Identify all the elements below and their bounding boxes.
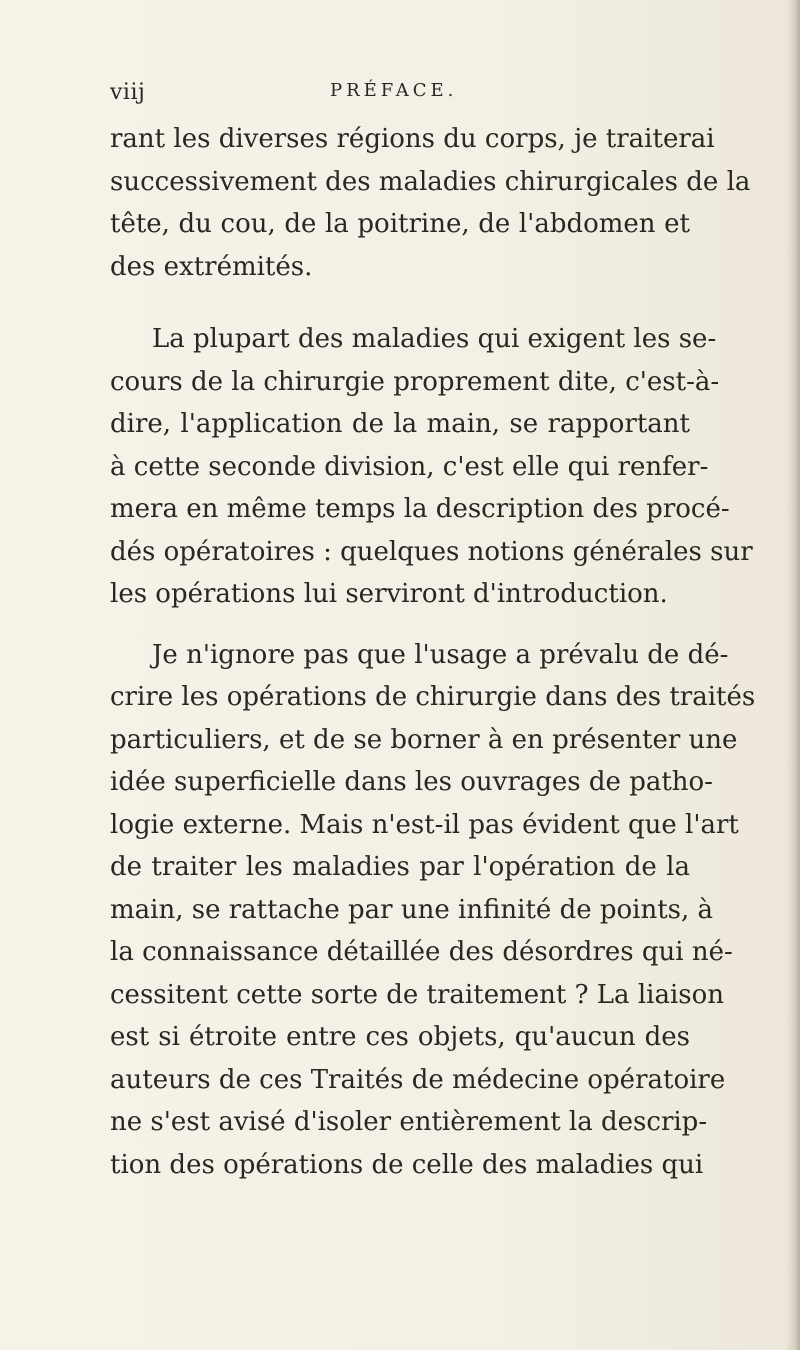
page-number: viij: [110, 80, 146, 105]
text-line: particuliers, et de se borner à en présenter une: [110, 724, 738, 755]
text-line: cours de la chirurgie proprement dite, c'est-à-: [110, 366, 720, 397]
text-line: tête, du cou, de la poitrine, de l'abdomen et: [110, 209, 690, 239]
text-line: main, se rattache par une infinité de points, à: [110, 894, 714, 925]
page-edge-shadow: [786, 0, 800, 1350]
text-line: crire les opérations de chirurgie dans des traités: [110, 682, 756, 712]
text-line: tion des opérations de celle des maladies qui: [110, 1149, 704, 1180]
text-line: des extrémités.: [110, 251, 313, 282]
text-line: mera en même temps la description des procé-: [110, 494, 730, 524]
text-line: dire, l'application de la main, se rapportant: [110, 409, 690, 439]
running-head: [110, 80, 690, 120]
text-line: est si étroite entre ces objets, qu'aucun des: [110, 1022, 690, 1052]
text-line: Je n'ignore pas que l'usage a prévalu de dé-: [152, 639, 729, 670]
running-title: PRÉFACE.: [330, 80, 458, 101]
text-line: auteurs de ces Traités de médecine opératoire: [110, 1064, 726, 1095]
text-line: successivement des maladies chirurgicales de la: [110, 166, 751, 197]
paragraph-1: [110, 118, 751, 288]
paragraph-2: [110, 318, 753, 616]
text-line: cessitent cette sorte de traitement ? La liaison: [110, 979, 725, 1010]
text-line: logie externe. Mais n'est-il pas évident que l'art: [110, 809, 739, 840]
text-line: ne s'est avisé d'isoler entièrement la descrip-: [110, 1107, 708, 1137]
text-line: La plupart des maladies qui exigent les se-: [152, 324, 717, 354]
text-line: la connaissance détaillée des désordres qui né-: [110, 937, 733, 967]
text-line: idée superficielle dans les ouvrages de patho-: [110, 767, 713, 797]
body-text: [110, 118, 756, 1186]
text-line: rant les diverses régions du corps, je traiterai: [110, 124, 715, 154]
text-line: à cette seconde division, c'est elle qui renfer-: [110, 451, 709, 482]
text-line: de traiter les maladies par l'opération de la: [110, 852, 690, 882]
text-line: les opérations lui serviront d'introduction.: [110, 579, 668, 609]
paragraph-3: [110, 634, 756, 1187]
text-line: dés opératoires : quelques notions générales sur: [110, 536, 753, 567]
